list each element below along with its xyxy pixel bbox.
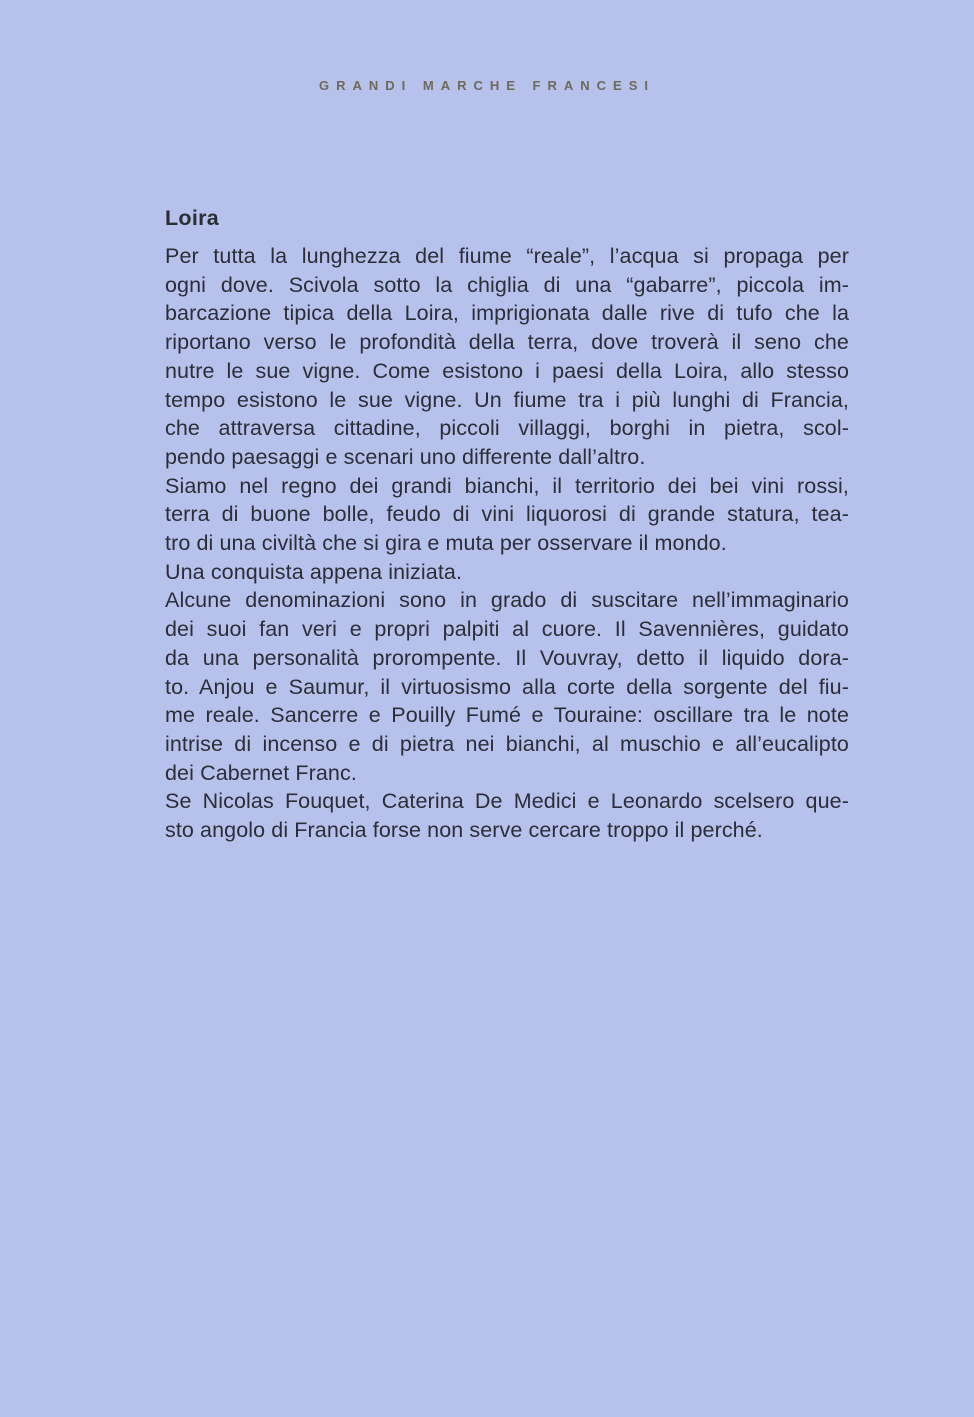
content-column (165, 204, 849, 845)
text-line: to. Anjou e Saumur, il virtuosismo alla corte della sorgente del fiu- (165, 674, 849, 699)
paragraph (165, 787, 849, 844)
running-header: GRANDI MARCHE FRANCESI (319, 78, 655, 93)
paragraph (165, 586, 849, 787)
text-line: dei Cabernet Franc. (165, 760, 357, 785)
text-line: barcazione tipica della Loira, imprigionata dalle rive di tufo che la (165, 301, 849, 326)
text-line: me reale. Sancerre e Pouilly Fumé e Touraine: oscillare tra le note (165, 703, 849, 728)
body-text (165, 242, 849, 845)
text-line: dei suoi fan veri e propri palpiti al cuore. Il Savennières, guidato (165, 617, 849, 642)
text-line: riportano verso le profondità della terra, dove troverà il seno che (165, 330, 849, 355)
text-line: ogni dove. Scivola sotto la chiglia di una “gabarre”, piccola im- (165, 272, 849, 297)
paragraph (165, 558, 849, 587)
text-line: terra di buone bolle, feudo di vini liquorosi di grande statura, tea- (165, 502, 849, 527)
text-line: tempo esistono le sue vigne. Un fiume tra i più lunghi di Francia, (165, 387, 849, 412)
section-title: Loira (165, 206, 220, 230)
text-line: sto angolo di Francia forse non serve cercare troppo il perché. (165, 818, 763, 843)
text-line: tro di una civiltà che si gira e muta per osservare il mondo. (165, 531, 727, 556)
text-line: che attraversa cittadine, piccoli villaggi, borghi in pietra, scol- (165, 416, 849, 441)
text-line: Siamo nel regno dei grandi bianchi, il territorio dei bei vini rossi, (165, 473, 849, 498)
text-line: Alcune denominazioni sono in grado di suscitare nell’immaginario (165, 588, 849, 613)
text-line: pendo paesaggi e scenari uno differente dall’altro. (165, 444, 646, 469)
text-line: Per tutta la lunghezza del fiume “reale”, l’acqua si propaga per (165, 244, 849, 268)
text-line: Se Nicolas Fouquet, Caterina De Medici e Leonardo scelsero que- (165, 789, 849, 814)
text-line: Una conquista appena iniziata. (165, 559, 463, 584)
text-line: nutre le sue vigne. Come esistono i paesi della Loira, allo stesso (165, 358, 849, 383)
paragraph (165, 242, 849, 472)
text-line: da una personalità prorompente. Il Vouvray, detto il liquido dora- (165, 645, 849, 670)
paragraph (165, 472, 849, 558)
text-line: intrise di incenso e di pietra nei bianchi, al muschio e all’eucalipto (165, 731, 849, 756)
